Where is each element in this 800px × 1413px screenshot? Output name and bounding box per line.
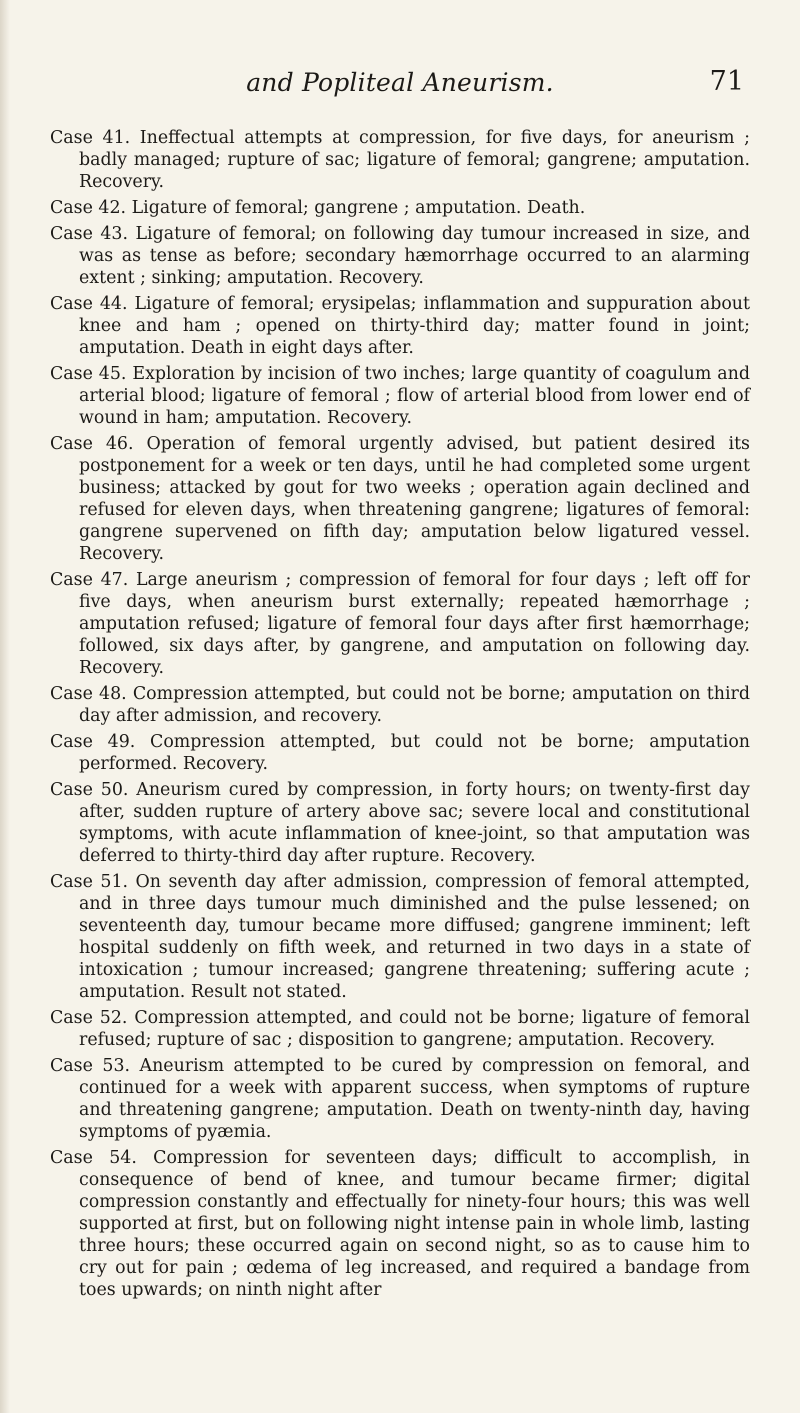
case-54: Case 54. Compression for seventeen days; difficult to accomplish, in consequence of bend of knee, and tumour became firmer; digital compression constantly and effectually for ninety-four hours; this was well supported at first, but on following night intense pain in whole limb, lasting three hours; these occurred again on second night, so as to cause him to cry out for pain ; œdema of leg increased, and required a bandage from toes upwards; on ninth night after	[50, 1148, 750, 1300]
case-52: Case 52. Compression attempted, and could not be borne; ligature of femoral refused; rupture of sac ; disposition to gangrene; amputation. Recovery.	[50, 1008, 750, 1050]
running-title: and Popliteal Aneurism.	[246, 68, 554, 97]
case-41: Case 41. Ineffectual attempts at compression, for five days, for aneurism ; badly managed; rupture of sac; ligature of femoral; gangrene; amputation. Recovery.	[50, 128, 750, 192]
page-header	[0, 62, 800, 102]
case-45: Case 45. Exploration by incision of two inches; large quantity of coagulum and arterial blood; ligature of femoral ; flow of arterial blood from lower end of wound in ham; amputation. Recovery.	[50, 364, 750, 428]
case-43: Case 43. Ligature of femoral; on following day tumour increased in size, and was as tense as before; secondary hæmorrhage occurred to an alarming extent ; sinking; amputation. Recovery.	[50, 224, 750, 288]
page-gutter-shadow	[0, 0, 10, 1413]
page-number: 71	[709, 66, 744, 97]
case-44: Case 44. Ligature of femoral; erysipelas; inflammation and suppuration about knee and ham ; opened on thirty-third day; matter found in joint; amputation. Death in eight days after.	[50, 294, 750, 358]
case-51: Case 51. On seventh day after admission, compression of femoral attempted, and in three days tumour much diminished and the pulse lessened; on seventeenth day, tumour became more diffused; gangrene imminent; left hospital suddenly on fifth week, and returned in two days in a state of intoxication ; tumour increased; gangrene threatening; suffering acute ; amputation. Result not stated.	[50, 872, 750, 1002]
case-50: Case 50. Aneurism cured by compression, in forty hours; on twenty-first day after, sudden rupture of artery above sac; severe local and constitutional symptoms, with acute inflammation of knee-joint, so that amputation was deferred to thirty-third day after rupture. Recovery.	[50, 780, 750, 866]
case-47: Case 47. Large aneurism ; compression of femoral for four days ; left off for five days, when aneurism burst externally; repeated hæmorrhage ; amputation refused; ligature of femoral four days after first hæmorrhage; followed, six days after, by gangrene, and amputation on following day. Recovery.	[50, 570, 750, 678]
case-49: Case 49. Compression attempted, but could not be borne; amputation performed. Recovery.	[50, 732, 750, 774]
case-46: Case 46. Operation of femoral urgently advised, but patient desired its postponement for a week or ten days, until he had completed some urgent business; attacked by gout for two weeks ; operation again declined and refused for eleven days, when threatening gangrene; ligatures of femoral: gangrene supervened on fifth day; amputation below ligatured vessel. Recovery.	[50, 434, 750, 564]
case-list	[50, 127, 750, 1305]
case-53: Case 53. Aneurism attempted to be cured by compression on femoral, and continued for a week with apparent success, when symptoms of rupture and threatening gangrene; amputation. Death on twenty-ninth day, having symptoms of pyæmia.	[50, 1056, 750, 1142]
case-48: Case 48. Compression attempted, but could not be borne; amputation on third day after admission, and recovery.	[50, 684, 750, 726]
case-42: Case 42. Ligature of femoral; gangrene ; amputation. Death.	[50, 198, 586, 218]
